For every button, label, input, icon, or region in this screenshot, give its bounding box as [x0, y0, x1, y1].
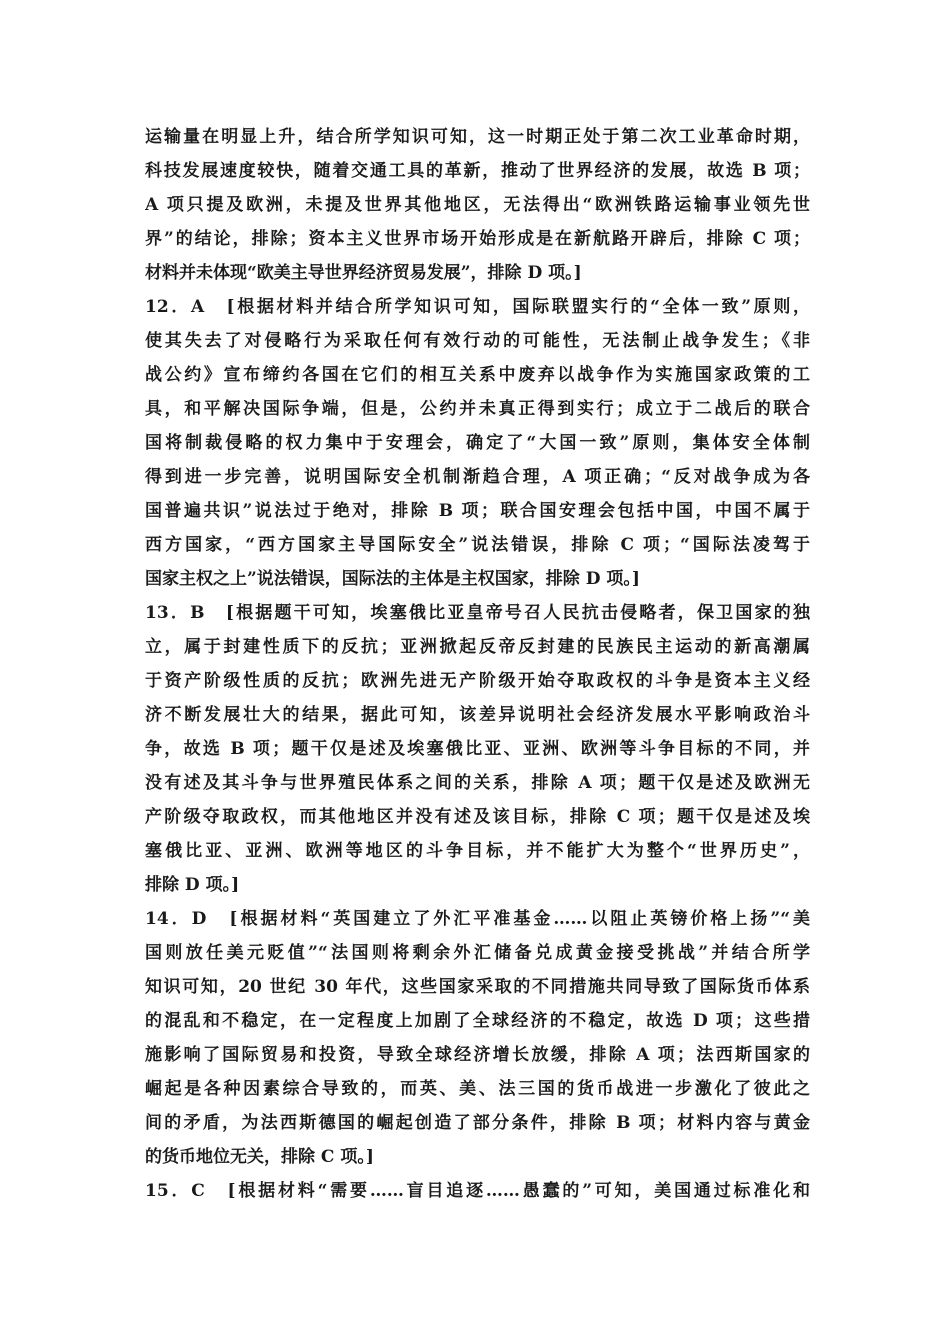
text-line: 使其失去了对侵略行为采取任何有效行动的可能性，无法制止战争发生；《非 — [145, 331, 810, 351]
text-line: 14．D [根据材料“英国建立了外汇平准基金……以阻止英镑价格上扬”“美 — [145, 909, 810, 929]
text-line: 界”的结论，排除；资本主义世界市场开始形成是在新航路开辟后，排除 C 项； — [145, 229, 810, 249]
text-line: 国则放任美元贬值”“法国则将剩余外汇储备兑成黄金接受挑战”并结合所学 — [145, 943, 810, 963]
text-line: A 项只提及欧洲，未提及世界其他地区，无法得出“欧洲铁路运输事业领先世 — [145, 195, 810, 215]
text-line: 的混乱和不稳定，在一定程度上加剧了全球经济的不稳定，故选 D 项；这些措 — [145, 1011, 810, 1031]
text-line: 西方国家，“西方国家主导国际安全”说法错误，排除 C 项；“国际法凌驾于 — [145, 535, 810, 555]
text-line: 崛起是各种因素综合导致的，而英、美、法三国的货币战进一步激化了彼此之 — [145, 1079, 810, 1099]
text-line: 运输量在明显上升，结合所学知识可知，这一时期正处于第二次工业革命时期， — [145, 127, 810, 147]
text-line: 国家主权之上”说法错误，国际法的主体是主权国家，排除 D 项。] — [145, 569, 640, 589]
text-line: 13．B [根据题干可知，埃塞俄比亚皇帝号召人民抗击侵略者，保卫国家的独 — [145, 603, 810, 623]
text-line: 得到进一步完善，说明国际安全机制渐趋合理，A 项正确；“反对战争成为各 — [145, 467, 810, 487]
answer-explanations — [145, 120, 810, 1208]
text-line: 争，故选 B 项；题干仅是述及埃塞俄比亚、亚洲、欧洲等斗争目标的不同，并 — [145, 739, 810, 759]
text-line: 科技发展速度较快，随着交通工具的革新，推动了世界经济的发展，故选 B 项； — [145, 161, 810, 181]
text-line: 材料并未体现“欧美主导世界经济贸易发展”，排除 D 项。] — [145, 263, 582, 283]
text-line: 产阶级夺取政权，而其他地区并没有述及该目标，排除 C 项；题干仅是述及埃 — [145, 807, 810, 827]
text-line: 具，和平解决国际争端，但是，公约并未真正得到实行；成立于二战后的联合 — [145, 399, 810, 419]
text-line: 排除 D 项。] — [145, 875, 240, 895]
text-line: 15．C [根据材料“需要……盲目追逐……愚蠢的”可知，美国通过标准化和 — [145, 1181, 810, 1201]
text-line: 间的矛盾，为法西斯德国的崛起创造了部分条件，排除 B 项；材料内容与黄金 — [145, 1113, 810, 1133]
text-line: 战公约》宣布缔约各国在它们的相互关系中废弃以战争作为实施国家政策的工 — [145, 365, 810, 385]
text-line: 没有述及其斗争与世界殖民体系之间的关系，排除 A 项；题干仅是述及欧洲无 — [145, 773, 810, 793]
text-line: 国将制裁侵略的权力集中于安理会，确定了“大国一致”原则，集体安全体制 — [145, 433, 810, 453]
text-line: 立，属于封建性质下的反抗；亚洲掀起反帝反封建的民族民主运动的新高潮属 — [145, 637, 810, 657]
text-line: 12．A [根据材料并结合所学知识可知，国际联盟实行的“全体一致”原则， — [145, 297, 810, 317]
text-line: 塞俄比亚、亚洲、欧洲等地区的斗争目标，并不能扩大为整个“世界历史”， — [145, 841, 810, 861]
text-line: 施影响了国际贸易和投资，导致全球经济增长放缓，排除 A 项；法西斯国家的 — [145, 1045, 810, 1065]
text-line: 的货币地位无关，排除 C 项。] — [145, 1147, 374, 1167]
text-line: 于资产阶级性质的反抗；欧洲先进无产阶级开始夺取政权的斗争是资本主义经 — [145, 671, 810, 691]
text-line: 国普遍共识”说法过于绝对，排除 B 项；联合国安理会包括中国，中国不属于 — [145, 501, 810, 521]
text-line: 济不断发展壮大的结果，据此可知，该差异说明社会经济发展水平影响政治斗 — [145, 705, 810, 725]
text-line: 知识可知，20 世纪 30 年代，这些国家采取的不同措施共同导致了国际货币体系 — [145, 977, 810, 997]
